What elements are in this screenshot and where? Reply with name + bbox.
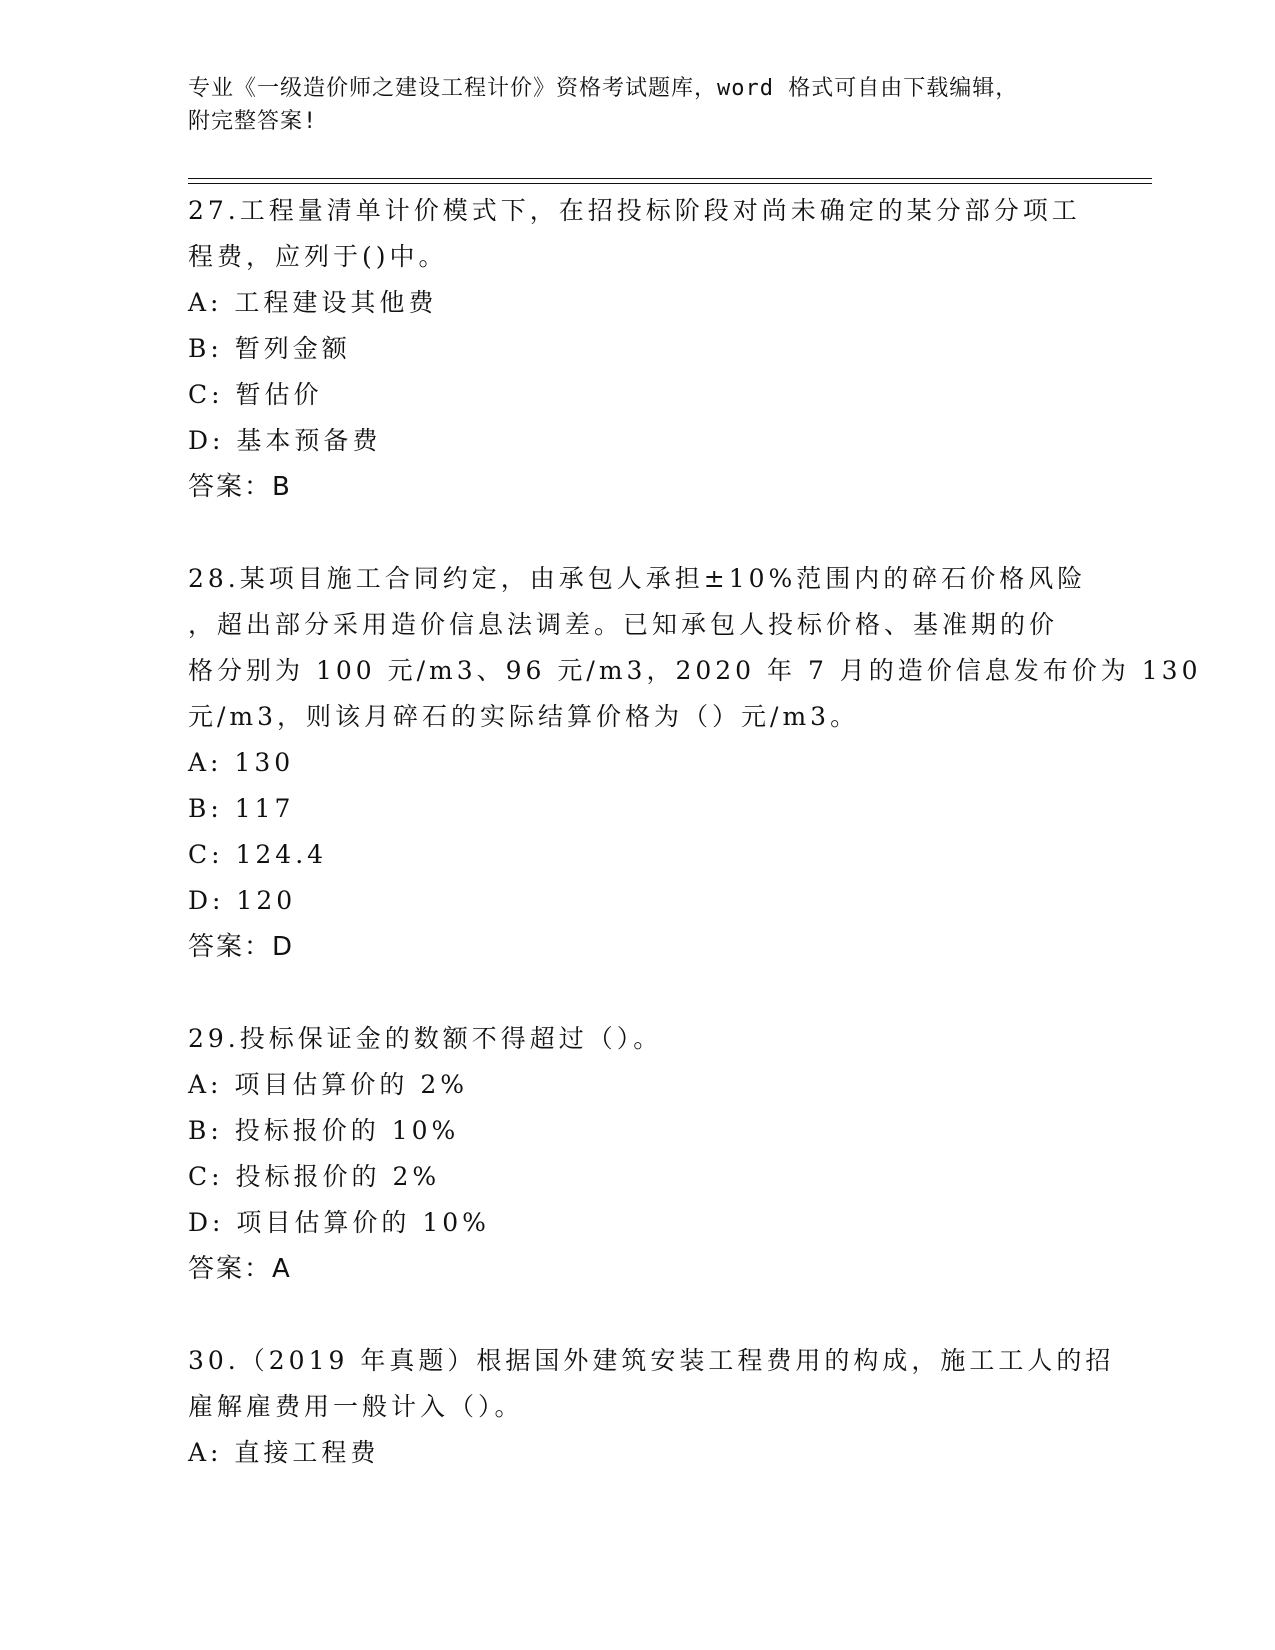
option-c: C: 暂估价 xyxy=(188,380,323,409)
question-28 xyxy=(188,556,1202,970)
question-gap xyxy=(188,1292,1088,1338)
option-a: A: 直接工程费 xyxy=(188,1438,380,1467)
header-line-1: 专业《一级造价师之建设工程计价》资格考试题库，word 格式可自由下载编辑， xyxy=(188,76,1019,101)
question-stem-line: ，超出部分采用造价信息法调差。已知承包人投标价格、基准期的价 xyxy=(188,610,1059,639)
question-stem-line: 格分别为 100 元/m3、96 元/m3，2020 年 7 月的造价信息发布价为 130 xyxy=(188,656,1202,685)
question-stem-line: 28.某项目施工合同约定，由承包人承担±10%范围内的碎石价格风险 xyxy=(188,564,1087,593)
answer-line: 答案：A xyxy=(188,1254,292,1284)
question-list xyxy=(188,188,1202,1476)
option-c: C: 投标报价的 2% xyxy=(188,1162,441,1191)
option-d: D: 项目估算价的 10% xyxy=(188,1208,490,1237)
option-a: A: 项目估算价的 2% xyxy=(188,1070,469,1099)
option-b: B: 投标报价的 10% xyxy=(188,1116,460,1145)
question-27 xyxy=(188,188,1088,510)
question-30 xyxy=(188,1338,1115,1476)
option-b: B: 117 xyxy=(188,794,295,823)
answer-line: 答案：D xyxy=(188,932,295,962)
question-stem-line: 27.工程量清单计价模式下，在招投标阶段对尚未确定的某分部分项工 xyxy=(188,196,1081,225)
option-b: B: 暂列金额 xyxy=(188,334,351,363)
document-header xyxy=(188,72,1088,138)
option-a: A: 130 xyxy=(188,748,295,777)
answer-line: 答案：B xyxy=(188,472,292,502)
question-gap xyxy=(188,510,1088,556)
option-c: C: 124.4 xyxy=(188,840,328,869)
question-stem-line: 雇解雇费用一般计入（）。 xyxy=(188,1392,524,1421)
option-a: A: 工程建设其他费 xyxy=(188,288,438,317)
question-29 xyxy=(188,1016,1088,1292)
option-d: D: 基本预备费 xyxy=(188,426,382,455)
question-stem-line: 30.（2019 年真题）根据国外建筑安装工程费用的构成，施工工人的招 xyxy=(188,1346,1115,1375)
question-stem-line: 29.投标保证金的数额不得超过（）。 xyxy=(188,1024,663,1053)
header-line-2: 附完整答案! xyxy=(188,109,318,134)
question-stem-line: 元/m3，则该月碎石的实际结算价格为（）元/m3。 xyxy=(188,702,860,731)
header-divider-bottom xyxy=(188,183,1152,184)
option-d: D: 120 xyxy=(188,886,297,915)
header-divider-top xyxy=(188,178,1152,179)
question-gap xyxy=(188,970,1088,1016)
question-stem-line: 程费，应列于()中。 xyxy=(188,242,448,271)
